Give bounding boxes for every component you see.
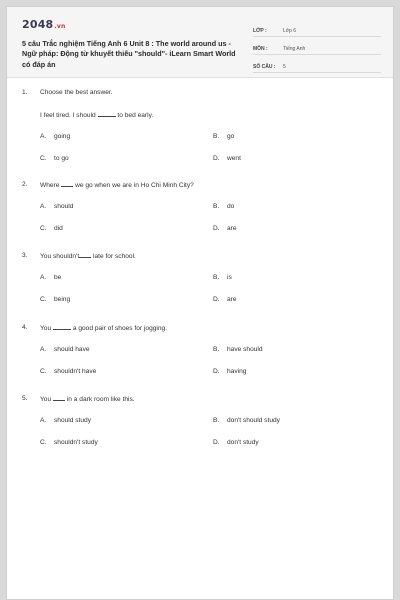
option-b[interactable] <box>213 346 263 353</box>
answer-blank <box>98 111 116 117</box>
answer-blank <box>53 324 71 330</box>
text-after: in a dark room like this. <box>66 396 135 403</box>
text-before: You <box>40 325 52 332</box>
option-text: should have <box>54 346 90 353</box>
option-text: do <box>227 203 235 210</box>
meta-label: MÔN : <box>253 45 268 52</box>
question-number: 5. <box>22 395 28 402</box>
meta-value: Tiếng Anh <box>283 45 306 52</box>
option-d[interactable] <box>213 439 259 446</box>
option-letter: A. <box>40 346 47 353</box>
option-text: shouldn't study <box>54 439 98 446</box>
option-text: be <box>54 274 62 281</box>
option-text: going <box>54 133 71 140</box>
option-text: should <box>54 203 74 210</box>
stem-after: to bed early. <box>117 112 154 119</box>
option-c[interactable] <box>40 225 63 232</box>
option-letter: D. <box>213 439 220 446</box>
option-letter: B. <box>213 133 220 140</box>
answer-blank <box>79 252 91 258</box>
text-before: Where <box>40 182 60 189</box>
text-after: a good pair of shoes for jogging. <box>72 325 168 332</box>
option-letter: C. <box>40 225 47 232</box>
option-letter: B. <box>213 274 220 281</box>
option-letter: A. <box>40 274 47 281</box>
option-b[interactable] <box>213 203 234 210</box>
option-c[interactable] <box>40 155 69 162</box>
meta-row-class <box>253 19 381 37</box>
option-letter: B. <box>213 417 220 424</box>
logo-suffix: .vn <box>54 23 66 30</box>
option-b[interactable] <box>213 417 280 424</box>
worksheet-header <box>7 7 393 78</box>
option-a[interactable] <box>40 133 70 140</box>
meta-row-count <box>253 55 381 73</box>
text-after: late for school. <box>93 253 136 260</box>
option-letter: C. <box>40 439 47 446</box>
question-number: 1. <box>22 89 28 96</box>
question-stem <box>40 111 153 119</box>
option-text: don't study <box>227 439 259 446</box>
question-text <box>40 324 167 332</box>
text-before: You <box>40 396 52 403</box>
stem-before: I feel tired. I should <box>40 112 96 119</box>
meta-value: 5 <box>283 63 286 70</box>
logo-text: 2048 <box>22 18 54 31</box>
meta-value: Lớp 6 <box>283 27 297 34</box>
option-b[interactable] <box>213 133 234 140</box>
question-text <box>40 395 135 403</box>
option-text: shouldn't have <box>54 368 97 375</box>
question-text <box>40 252 136 260</box>
option-letter: D. <box>213 155 220 162</box>
option-text: should study <box>54 417 92 424</box>
option-letter: B. <box>213 346 220 353</box>
option-text: to go <box>54 155 69 162</box>
question-instruction: Choose the best answer. <box>40 89 113 96</box>
option-text: go <box>227 133 235 140</box>
option-d[interactable] <box>213 155 241 162</box>
meta-label: SỐ CÂU : <box>253 63 276 70</box>
question-text <box>40 181 194 189</box>
option-b[interactable] <box>213 274 232 281</box>
option-text: is <box>227 274 232 281</box>
option-letter: C. <box>40 155 47 162</box>
option-letter: D. <box>213 225 220 232</box>
option-a[interactable] <box>40 417 91 424</box>
option-letter: B. <box>213 203 220 210</box>
document-title: 5 câu Trắc nghiệm Tiếng Anh 6 Unit 8 : The world around us - Ngữ pháp: Động từ khuyết thiếu "should"- iLearn Smart World có đáp án <box>22 39 236 69</box>
option-text: went <box>227 155 241 162</box>
answer-blank <box>61 181 73 187</box>
option-text: being <box>54 296 71 303</box>
question-number: 3. <box>22 252 28 259</box>
option-d[interactable] <box>213 368 246 375</box>
option-text: did <box>54 225 63 232</box>
option-letter: D. <box>213 368 220 375</box>
question-number: 4. <box>22 324 28 331</box>
option-text: are <box>227 225 237 232</box>
text-before: You shouldn't <box>40 253 80 260</box>
option-a[interactable] <box>40 274 61 281</box>
question-number: 2. <box>22 181 28 188</box>
option-text: are <box>227 296 237 303</box>
option-letter: A. <box>40 133 47 140</box>
option-letter: D. <box>213 296 220 303</box>
option-letter: A. <box>40 417 47 424</box>
text-after: we go when we are in Ho Chi Minh City? <box>75 182 194 189</box>
meta-label: LỚP : <box>253 27 267 34</box>
option-letter: A. <box>40 203 47 210</box>
option-a[interactable] <box>40 203 73 210</box>
site-logo[interactable] <box>22 18 65 31</box>
worksheet-page <box>6 6 394 600</box>
meta-row-subject <box>253 37 381 55</box>
option-d[interactable] <box>213 296 237 303</box>
meta-info <box>253 19 381 73</box>
option-c[interactable] <box>40 368 96 375</box>
option-c[interactable] <box>40 439 98 446</box>
option-text: don't should study <box>227 417 280 424</box>
option-d[interactable] <box>213 225 237 232</box>
option-text: have should <box>227 346 263 353</box>
option-c[interactable] <box>40 296 70 303</box>
answer-blank <box>53 395 65 401</box>
option-letter: C. <box>40 296 47 303</box>
option-text: having <box>227 368 247 375</box>
option-a[interactable] <box>40 346 90 353</box>
option-letter: C. <box>40 368 47 375</box>
